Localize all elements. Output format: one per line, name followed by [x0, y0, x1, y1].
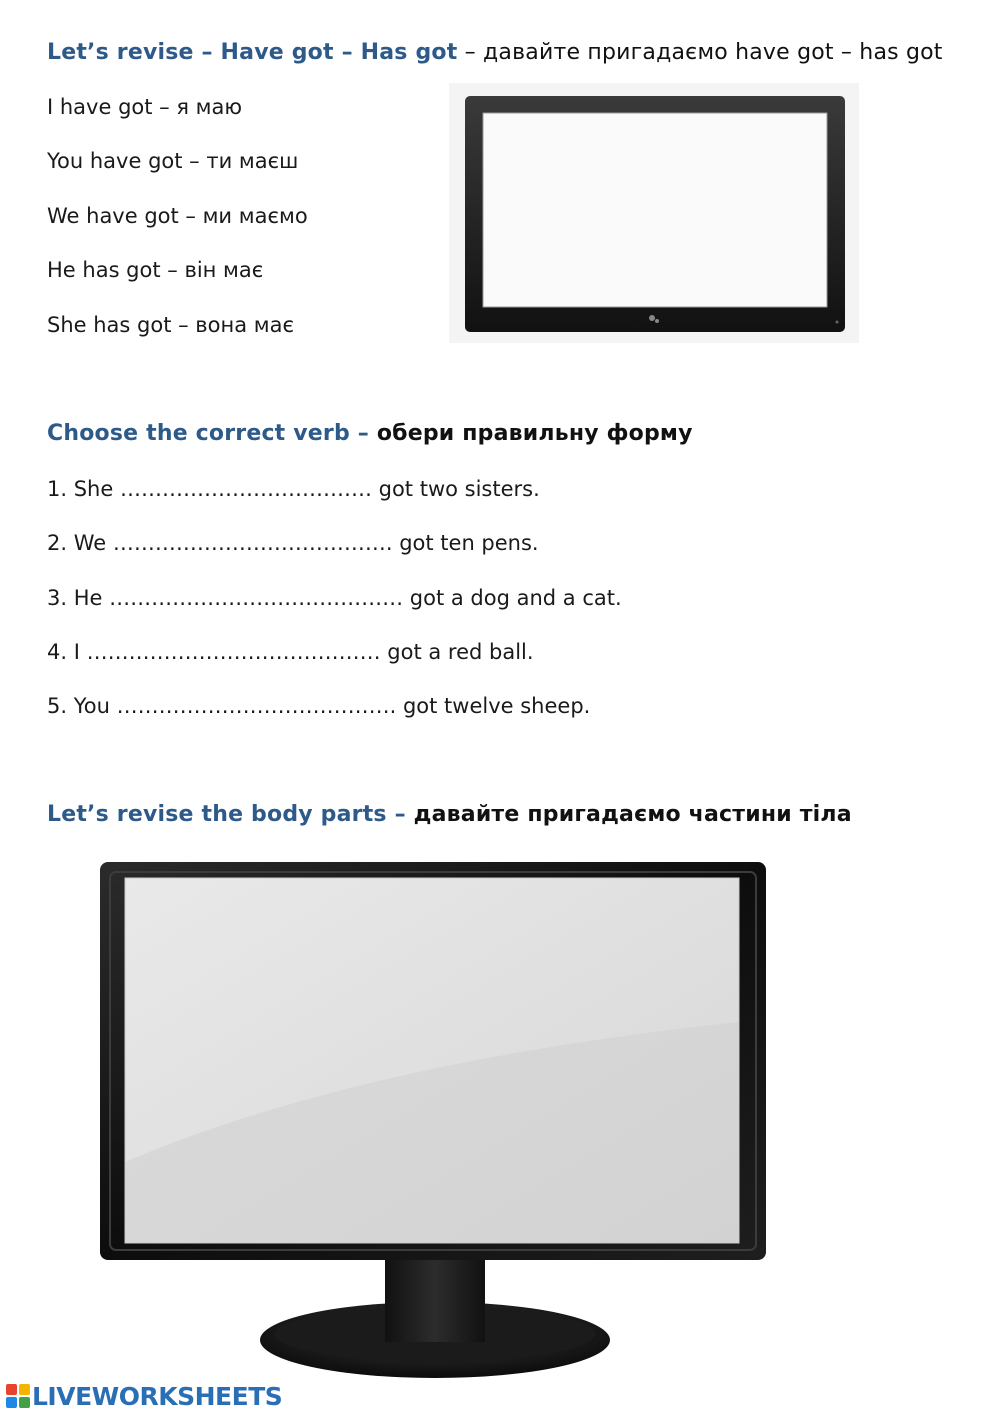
exercise-prefix: 3. He [47, 586, 110, 610]
exercise-item-5 [47, 694, 590, 718]
heading-ukrainian: давайте пригадаємо частини тіла [413, 802, 852, 827]
section-have-got-heading [47, 40, 943, 65]
power-light-icon [836, 321, 839, 324]
brand-name: LIVEWORKSHEETS [32, 1381, 283, 1411]
heading-ukrainian: – давайте пригадаємо have got – has got [457, 40, 943, 65]
exercise-item-2 [47, 531, 539, 555]
exercise-item-4 [47, 640, 534, 664]
have-got-line: I have got – я маю [47, 95, 243, 119]
exercise-suffix: got twelve sheep. [396, 694, 591, 718]
exercise-item-3 [47, 586, 622, 610]
liveworksheets-logo [6, 1381, 282, 1411]
have-got-line: We have got – ми маємо [47, 204, 308, 228]
big-monitor-media[interactable] [100, 862, 766, 1382]
answer-blank[interactable]: …………………………………… [86, 640, 381, 664]
liveworksheets-logo-icon [6, 1384, 32, 1408]
monitor-stand-neck [385, 1254, 485, 1342]
heading-ukrainian: обери правильну форму [376, 421, 693, 446]
exercise-suffix: got a red ball. [380, 640, 534, 664]
answer-blank[interactable]: …………………………………. [112, 531, 393, 555]
small-tv-screen [483, 113, 827, 307]
exercise-prefix: 1. She [47, 477, 120, 501]
exercise-prefix: 4. I [47, 640, 87, 664]
exercise-item-1 [47, 477, 540, 501]
section-body-parts-heading [47, 802, 852, 827]
heading-english: Let’s revise – Have got – Has got [47, 40, 458, 65]
have-got-line: He has got – він має [47, 258, 264, 282]
small-tv-media[interactable] [449, 83, 859, 343]
heading-english: Choose the correct verb – [47, 421, 377, 446]
have-got-line: You have got – ти маєш [47, 149, 299, 173]
tv-logo-icon [649, 315, 655, 321]
answer-blank[interactable]: …………………………………. [116, 694, 397, 718]
answer-blank[interactable]: …………………………………… [109, 586, 404, 610]
exercise-suffix: got two sisters. [371, 477, 540, 501]
have-got-line: She has got – вона має [47, 313, 295, 337]
heading-english: Let’s revise the body parts – [47, 802, 414, 827]
exercise-prefix: 5. You [47, 694, 117, 718]
exercise-prefix: 2. We [47, 531, 113, 555]
section-choose-verb-heading [47, 421, 693, 446]
exercise-suffix: got a dog and a cat. [403, 586, 622, 610]
answer-blank[interactable]: ……………………………… [119, 477, 372, 501]
exercise-suffix: got ten pens. [392, 531, 539, 555]
